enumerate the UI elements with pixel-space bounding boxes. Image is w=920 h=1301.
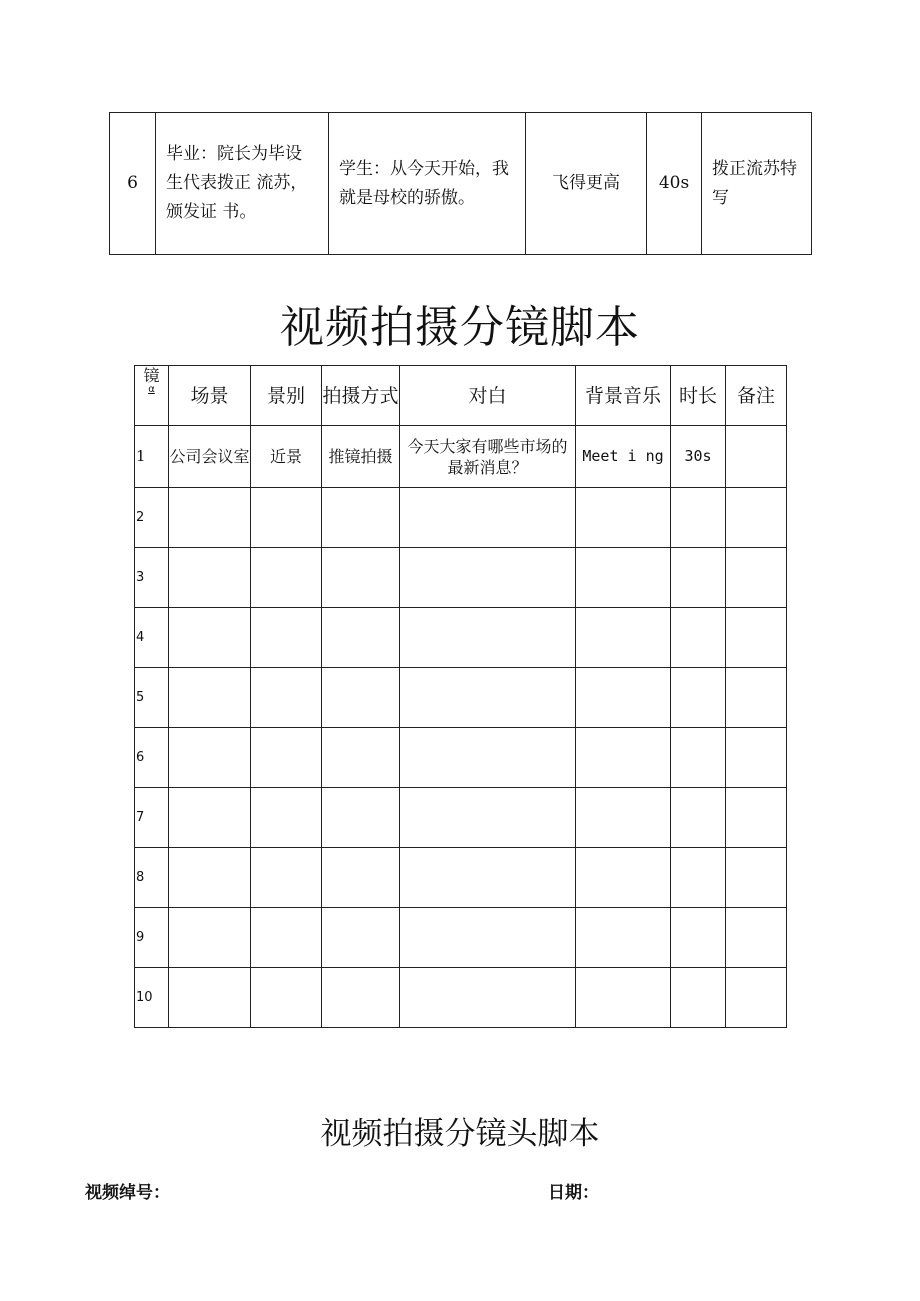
method-cell [322,668,400,728]
notes-cell [726,668,787,728]
table-row [135,968,787,1028]
column-header-scene: 场景 [169,366,251,426]
scene-cell [169,788,251,848]
shot-number-cell: 10 [135,968,169,1028]
music-cell [576,668,671,728]
method-cell: 推镜拍摄 [322,426,400,488]
table-header-row [135,366,787,426]
shot-size-cell [251,728,322,788]
column-header-dialogue: 对白 [400,366,576,426]
scene-cell [169,608,251,668]
previous-script-table [109,112,812,255]
music-cell [576,608,671,668]
method-cell [322,848,400,908]
content-cell: 毕业：院长为毕设生代表拨正 流苏，颁发证 书。 [156,113,329,255]
dialogue-cell [400,548,576,608]
column-header-shot-size: 景别 [251,366,322,426]
shot-number-cell: 7 [135,788,169,848]
shot-number-cell: 6 [110,113,156,255]
method-cell [322,788,400,848]
music-cell: Meet i ng [576,426,671,488]
scene-cell [169,968,251,1028]
duration-cell [671,728,726,788]
shot-header-label: 镜 [143,366,160,385]
shot-size-cell [251,908,322,968]
duration-cell: 40s [647,113,702,255]
duration-cell [671,488,726,548]
shot-size-cell [251,608,322,668]
shot-size-cell [251,488,322,548]
notes-cell [726,908,787,968]
shot-number-cell: 1 [135,426,169,488]
table-row [110,113,812,255]
music-cell [576,788,671,848]
scene-cell [169,668,251,728]
column-header-music: 背景音乐 [576,366,671,426]
notes-cell [726,728,787,788]
music-cell: 飞得更高 [526,113,647,255]
scene-cell [169,488,251,548]
dialogue-cell [400,488,576,548]
method-cell [322,548,400,608]
duration-cell [671,968,726,1028]
music-cell [576,548,671,608]
shot-number-cell: 8 [135,848,169,908]
table-row [135,426,787,488]
shot-size-cell [251,668,322,728]
dialogue-cell [400,788,576,848]
notes-cell [726,848,787,908]
shot-number-cell: 3 [135,548,169,608]
method-cell [322,728,400,788]
shot-number-cell: 2 [135,488,169,548]
table-row [135,488,787,548]
notes-cell [726,548,787,608]
shot-number-cell: 9 [135,908,169,968]
note-cell: 拨正流苏特 写 [702,113,812,255]
column-header-notes: 备注 [726,366,787,426]
duration-cell [671,908,726,968]
dialogue-cell [400,728,576,788]
method-cell [322,488,400,548]
shot-size-cell: 近景 [251,426,322,488]
music-cell [576,488,671,548]
page-title: 视频拍摄分镜脚本 [280,302,640,353]
table-row [135,548,787,608]
dialogue-cell [400,608,576,668]
notes-cell [726,788,787,848]
shot-size-cell [251,548,322,608]
music-cell [576,968,671,1028]
duration-cell [671,848,726,908]
scene-cell: 公司会议室 [169,426,251,488]
music-cell [576,728,671,788]
scene-cell [169,848,251,908]
dialogue-cell [400,848,576,908]
table-row [135,848,787,908]
duration-cell [671,668,726,728]
duration-cell: 30s [671,426,726,488]
table-row [135,608,787,668]
dialogue-cell: 今天大家有哪些市场的最新消息？ [400,426,576,488]
table-row [135,788,787,848]
shot-header-sub: α [148,384,155,395]
shot-size-cell [251,788,322,848]
scene-cell [169,728,251,788]
music-cell [576,908,671,968]
shot-number-cell: 6 [135,728,169,788]
dialogue-cell [400,908,576,968]
section-title: 视频拍摄分镜头脚本 [320,1116,600,1152]
date-label: 日期： [548,1183,599,1203]
shot-size-cell [251,968,322,1028]
storyboard-table [134,365,787,1028]
duration-cell [671,548,726,608]
scene-cell [169,908,251,968]
scene-cell [169,548,251,608]
column-header-duration: 时长 [671,366,726,426]
table-row [135,728,787,788]
notes-cell [726,968,787,1028]
duration-cell [671,788,726,848]
dialogue-cell: 学生：从今天开始，我就是母校的骄傲。 [329,113,526,255]
method-cell [322,908,400,968]
notes-cell [726,608,787,668]
table-row [135,668,787,728]
dialogue-cell [400,968,576,1028]
column-header-method: 拍摄方式 [322,366,400,426]
notes-cell [726,426,787,488]
table-row [135,908,787,968]
notes-cell [726,488,787,548]
method-cell [322,968,400,1028]
shot-number-cell: 4 [135,608,169,668]
dialogue-cell [400,668,576,728]
duration-cell [671,608,726,668]
shot-size-cell [251,848,322,908]
video-number-label: 视频绰号： [85,1183,170,1203]
shot-number-cell: 5 [135,668,169,728]
method-cell [322,608,400,668]
music-cell [576,848,671,908]
column-header-shot [135,366,169,426]
